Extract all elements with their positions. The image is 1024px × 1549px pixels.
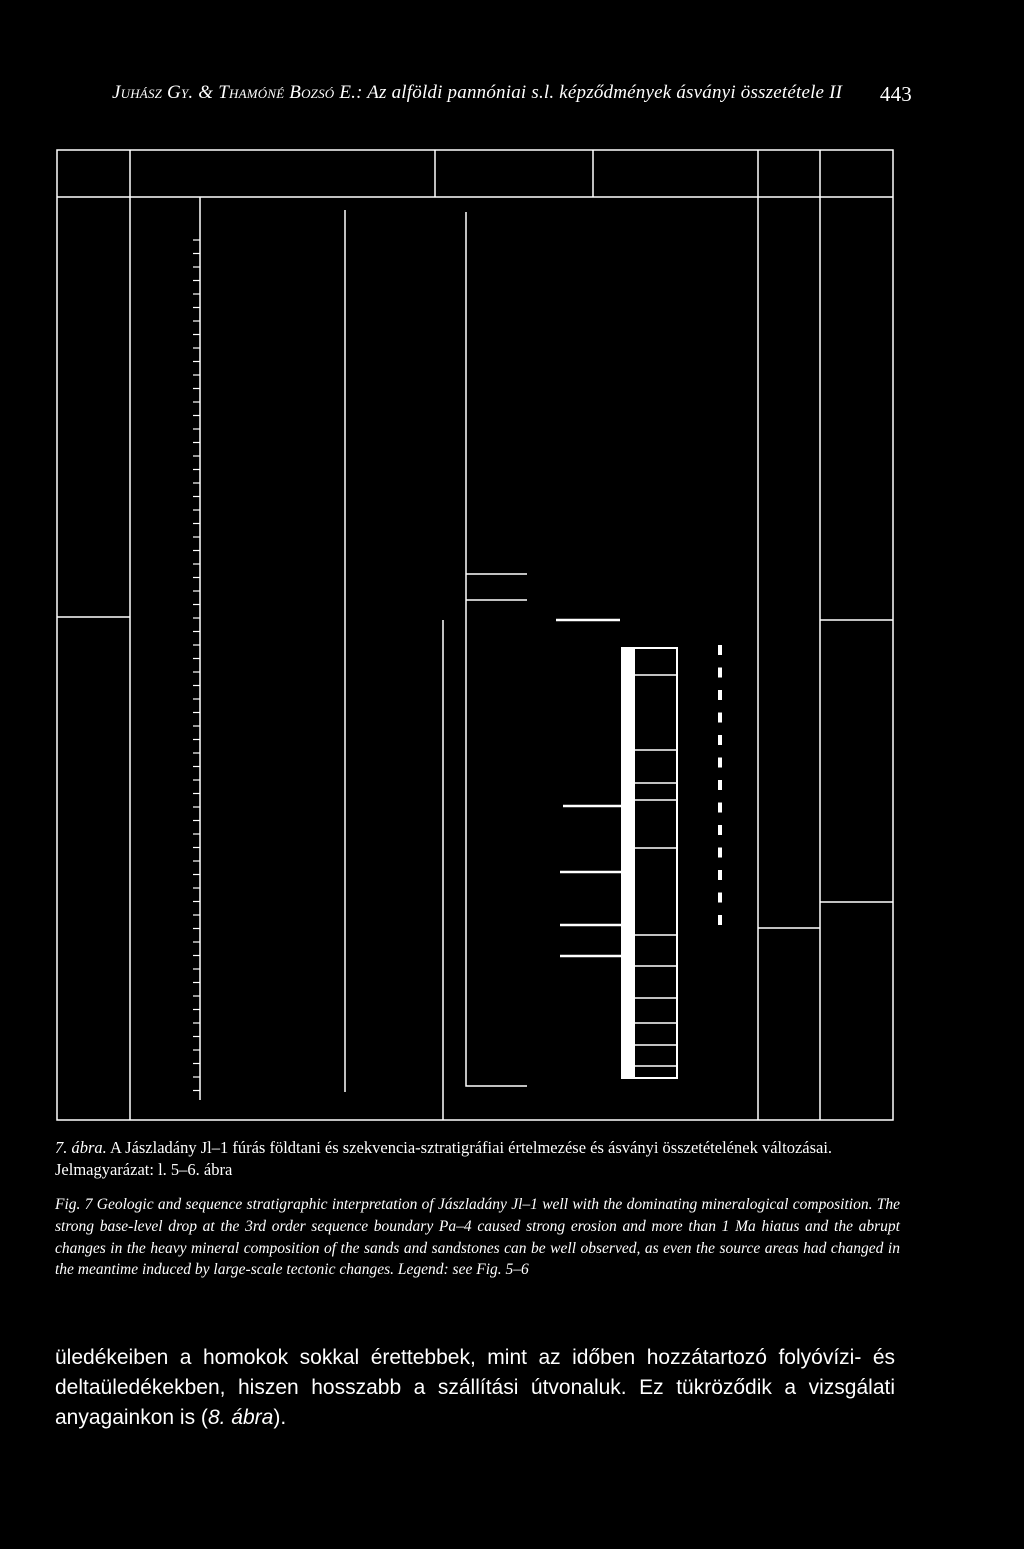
figure-caption-hungarian bbox=[55, 1137, 900, 1181]
marker-dash bbox=[718, 870, 722, 880]
figure-reference: 8. ábra bbox=[207, 1406, 274, 1429]
figure-caption-english: Fig. 7 Geologic and sequence stratigraphic interpretation of Jászladány Jl–1 well with the dominating mineralogical composition. The strong base-level drop at the 3rd order sequence boundary Pa–4 caused strong erosion and more than 1 Ma hiatus and the abrupt changes in the heavy mineral composition of the sands and sandstones can be well observed, as even the source areas had changed in the meantime induced by large-scale tectonic changes. Legend: see Fig. 5–6 bbox=[55, 1196, 900, 1279]
marker-dash bbox=[718, 713, 722, 723]
lithology-bar bbox=[622, 648, 635, 1078]
marker-dash bbox=[718, 690, 722, 700]
stratigraphy-bracket bbox=[466, 212, 527, 1086]
marker-dash bbox=[718, 645, 722, 655]
body-text: üledékeiben a homokok sokkal érettebbek, mint az időben hozzátartozó folyóvízi- és deltaüledékekben, hiszen hosszabb a szállítási útvonaluk. Ez tükröződik a vizsgálati anyagainkon is ( bbox=[55, 1346, 895, 1429]
marker-dash bbox=[718, 668, 722, 678]
body-text-end: ). bbox=[273, 1406, 287, 1429]
caption-label: 7. ábra. bbox=[55, 1138, 107, 1157]
body-paragraph bbox=[55, 1343, 895, 1433]
marker-dash bbox=[718, 758, 722, 768]
marker-dash bbox=[718, 735, 722, 745]
marker-dash bbox=[718, 893, 722, 903]
caption-text-hu: A Jászladány Jl–1 fúrás földtani és szekvencia-sztratigráfiai értelmezése és ásványi összetételének változásai. Jelmagyarázat: l. 5–6. ábra bbox=[55, 1138, 833, 1179]
page-number: 443 bbox=[879, 82, 912, 106]
marker-dash bbox=[718, 780, 722, 790]
marker-dash bbox=[718, 825, 722, 835]
marker-dash bbox=[718, 803, 722, 813]
figure-frame bbox=[57, 150, 893, 1120]
marker-dash bbox=[718, 848, 722, 858]
depth-ticks bbox=[193, 240, 200, 1091]
marker-dash bbox=[718, 915, 722, 925]
dashed-marker-column bbox=[718, 645, 722, 925]
header-title: : Az alföldi pannóniai s.l. képződmények ásványi összetétele II bbox=[356, 82, 843, 103]
header-authors: Juhász Gy. & Thamóné Bozsó E. bbox=[112, 82, 357, 103]
